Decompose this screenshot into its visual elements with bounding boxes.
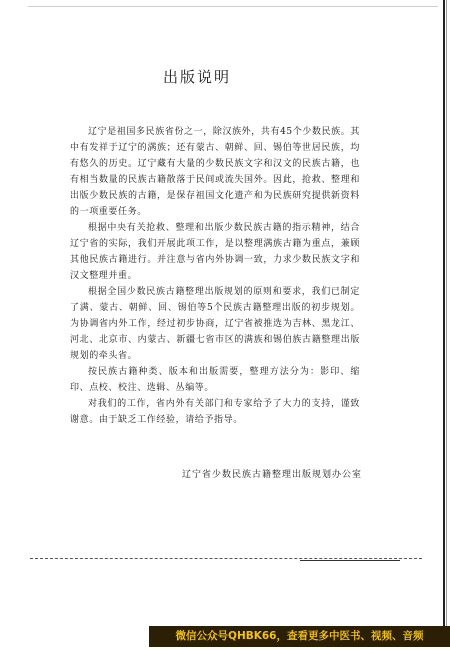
document-body bbox=[70, 124, 360, 428]
signature: 辽宁省少数民族古籍整理出版规划办公室 bbox=[181, 470, 362, 480]
paragraph: 辽宁是祖国多民族省份之一，除汉族外，共有45个少数民族。其中有发祥于辽宁的满族；还有蒙古、朝鲜、回、锡伯等世居民族，均有悠久的历史。辽宁藏有大量的少数民族文字和汉文的民族古籍，也有相当数量的民族古籍散落于民间或流失国外。因此，抢救、整理和出版少数民族的古籍，是保存祖国文化遗产和为民族研究提供新资料的一项重要任务。 bbox=[70, 127, 360, 217]
page-edge-shadow bbox=[446, 0, 447, 640]
bottom-divider bbox=[30, 558, 422, 559]
paragraph: 根据全国少数民族古籍整理出版规划的原则和要求，我们已制定了满、蒙古、朝鲜、回、锡伯等5个民族古籍整理出版的初步规划。为协调省内外工作，经过初步协商，辽宁省被推选为吉林、黑龙江、河北、北京市、内蒙古、新疆七省市区的满族和锡伯族古籍整理出版规划的牵头省。 bbox=[70, 287, 360, 361]
paragraph: 对我们的工作，省内外有关部门和专家给予了大力的支持，谨致谢意。由于缺乏工作经验，请给予指导。 bbox=[70, 399, 360, 425]
paragraph: 按民族古籍种类、版本和出版需要，整理方法分为：影印、缩印、点校、校注、选辑、丛编等。 bbox=[70, 367, 360, 393]
page-edge bbox=[443, 0, 445, 640]
bottom-divider-solid bbox=[300, 560, 400, 561]
top-rule bbox=[28, 6, 438, 7]
watermark-banner: 微信公众号QHBK66，查看更多中医书、视频、音频 bbox=[149, 626, 450, 647]
page-title: 出版说明 bbox=[162, 68, 231, 86]
paragraph: 根据中央有关抢救、整理和出版少数民族古籍的指示精神，结合辽宁省的实际，我们开展此项工作，是以整理满族古籍为重点，兼顾其他民族古籍进行。并注意与省内外协调一致，力求少数民族文字和汉文整理并重。 bbox=[70, 223, 360, 281]
